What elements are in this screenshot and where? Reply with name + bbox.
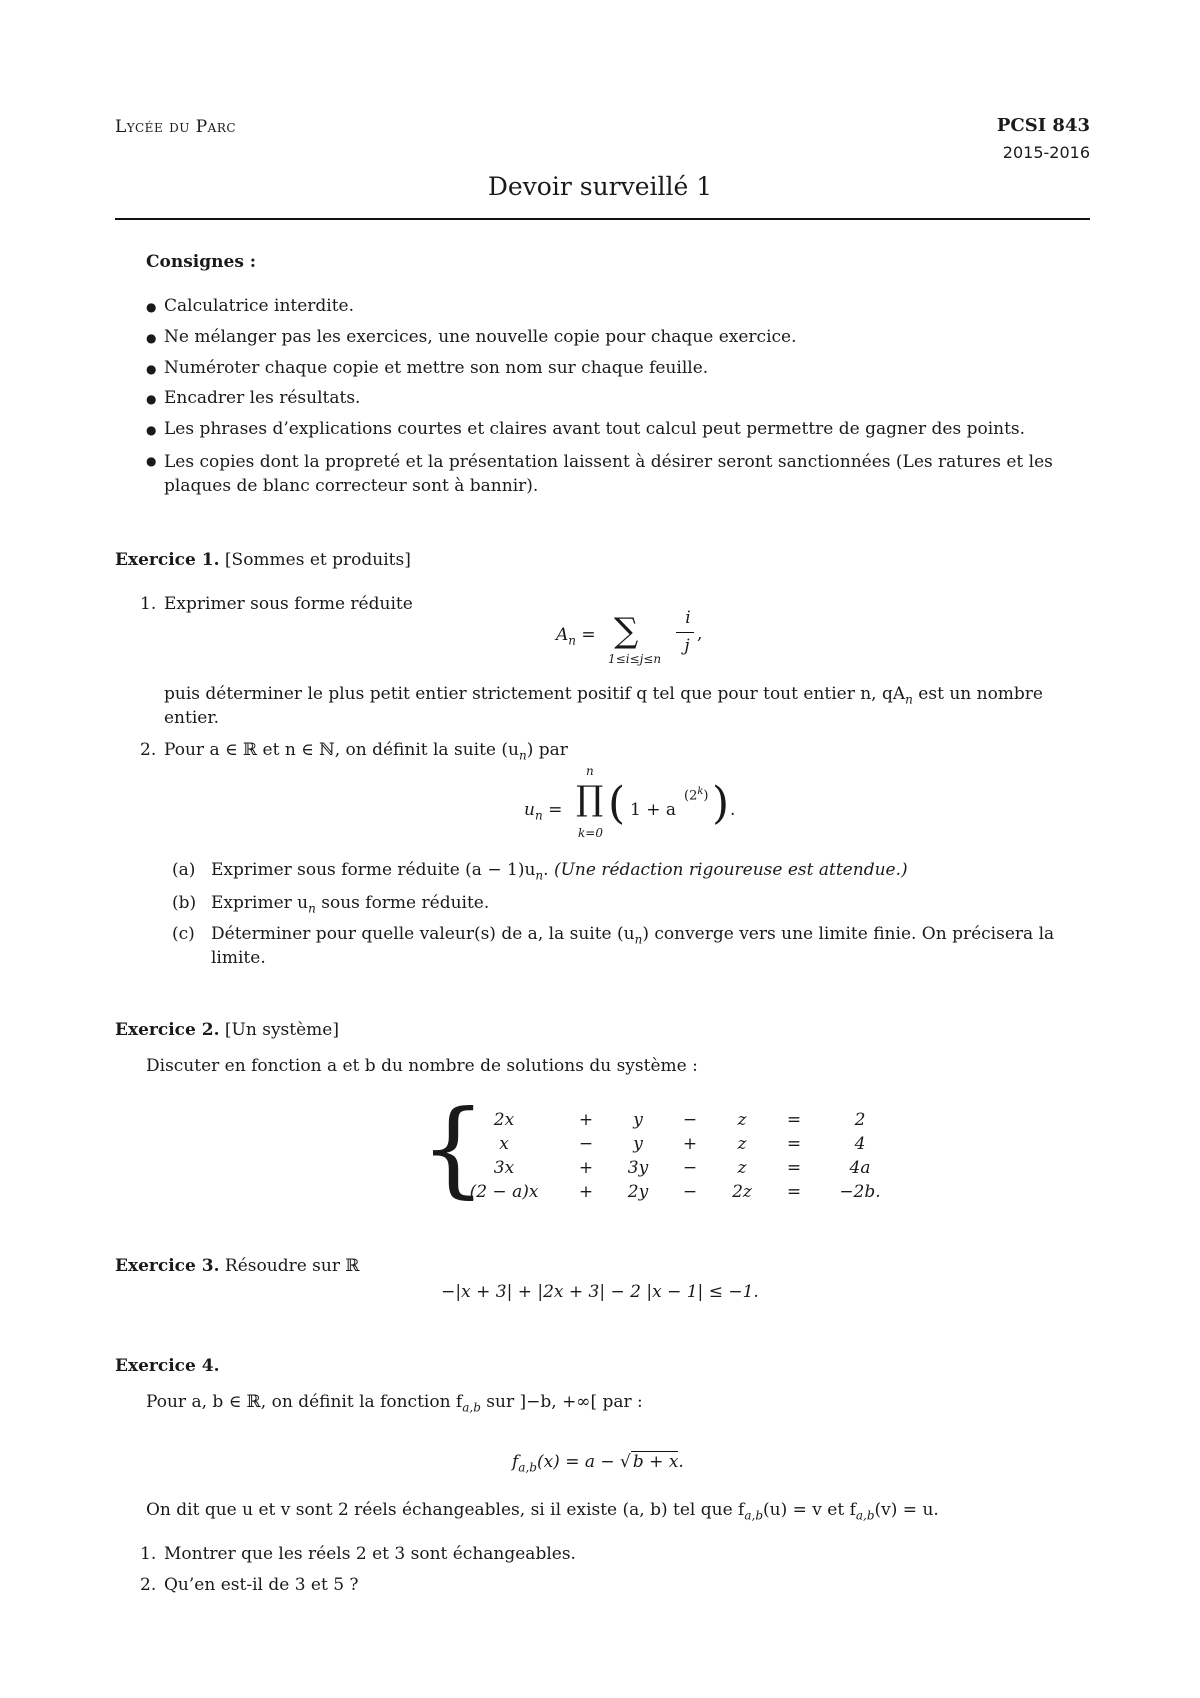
eq-term: 3x: [493, 1158, 515, 1178]
question-text: Montrer que les réels 2 et 3 sont échangeables.: [164, 1544, 576, 1564]
bullet-icon: ●: [146, 423, 157, 437]
product-inner: [630, 800, 676, 820]
exp-k: k: [697, 786, 704, 797]
sub-b-sub: n: [308, 901, 316, 916]
exercise-2-intro: Discuter en fonction a et b du nombre de solutions du système :: [146, 1056, 698, 1076]
instruction-item: Numéroter chaque copie et mettre son nom sur chaque feuille.: [164, 358, 709, 378]
q2-sub: n: [518, 748, 527, 763]
bullet-icon: ●: [146, 392, 157, 406]
eq-equals: =: [786, 1158, 802, 1178]
paren-close: ): [712, 778, 730, 829]
f-sub: a,b: [518, 1460, 537, 1475]
sub-a-sub: n: [535, 868, 544, 883]
exercise-4-intro: [146, 1392, 643, 1415]
product-exponent: (2$^k$): [684, 786, 709, 804]
sub-c-end: ) converge vers une limite finie. On précisera la: [642, 924, 1055, 944]
bullet-icon: ●: [146, 362, 157, 376]
eq-op: +: [682, 1134, 698, 1154]
instruction-item: Ne mélanger pas les exercices, une nouvelle copie pour chaque exercice.: [164, 327, 797, 347]
f-root: b + x: [632, 1452, 679, 1472]
swap-text-3: (v) = u.: [874, 1500, 939, 1520]
function-formula: $f_{a,b}(x) = a$ − √ b + x.: [512, 1452, 684, 1475]
followup-text: puis déterminer le plus petit entier strictement positif q tel que pour tout entier n, qA: [164, 684, 906, 704]
inner-text: 1 + a: [630, 800, 677, 820]
instruction-item: Calculatrice interdite.: [164, 296, 355, 316]
eq-rhs: 2: [854, 1110, 866, 1130]
bullet-icon: ●: [146, 454, 157, 468]
f-name: f: [512, 1452, 519, 1472]
exercise-text: Résoudre sur ℝ: [224, 1256, 360, 1276]
subquestion-label: (c): [172, 924, 195, 944]
eq-equals: =: [786, 1134, 802, 1154]
exercise-3-heading: [115, 1256, 360, 1277]
ex4-intro-text: Pour a, b ∈ ℝ, on définit la fonction f: [146, 1392, 463, 1412]
question-followup-2: entier.: [164, 708, 220, 728]
exercise-4-heading: Exercice 4.: [115, 1356, 220, 1376]
sum-formula: $A_n$ =: [556, 625, 596, 648]
exp-base: 2: [689, 788, 698, 804]
sub-a-note: (Une rédaction rigoureuse est attendue.): [553, 860, 908, 880]
swap-text-1: On dit que u et v sont 2 réels échangeables, si il existe (a, b) tel que f: [146, 1500, 745, 1520]
formula-comma: ,: [697, 624, 703, 644]
eq-equals: =: [786, 1110, 802, 1130]
eq-op: −: [682, 1110, 698, 1130]
fraction-bar: [676, 632, 694, 633]
product-top: n: [586, 764, 594, 778]
exercise-label: Exercice 3.: [115, 1256, 220, 1276]
swap-sub-1: a,b: [744, 1508, 763, 1523]
fraction-numerator: i: [685, 608, 691, 628]
q2-end: ) par: [526, 740, 568, 760]
eq-term: 2z: [732, 1182, 752, 1202]
product-bottom: k=0: [578, 826, 603, 840]
eq-equals: =: [786, 1182, 802, 1202]
equation-row: [448, 1156, 900, 1180]
exercise-topic: [Un système]: [224, 1020, 339, 1040]
eq-term: (2 − a)x: [469, 1182, 539, 1202]
eq-rhs: 4a: [849, 1158, 871, 1178]
question-text: Qu’en est-il de 3 et 5 ?: [164, 1575, 359, 1595]
instruction-item: Les copies dont la propreté et la présentation laissent à désirer seront sanctionnées (Les ratures et les plaques de blanc correcteur sont à bannir).: [164, 452, 1053, 496]
q2-text: Pour a ∈ ℝ et n ∈ ℕ, on définit la suite (u: [164, 740, 519, 760]
exercise-label: Exercice 2.: [115, 1020, 220, 1040]
subquestion-continuation: limite.: [211, 948, 266, 968]
eq-op: −: [682, 1158, 698, 1178]
swap-sub-2: a,b: [855, 1508, 875, 1523]
sub-c-text: Déterminer pour quelle valeur(s) de a, la suite (u: [211, 924, 635, 944]
sub-b-text: Exprimer u: [211, 893, 309, 913]
exercise-topic: [Sommes et produits]: [224, 550, 411, 570]
question-number: 2.: [140, 1575, 157, 1595]
eq-op: +: [578, 1158, 594, 1178]
sub-a-text: Exprimer sous forme réduite (a − 1)u: [211, 860, 536, 880]
f-dot: .: [678, 1452, 684, 1472]
question-text: [164, 740, 568, 763]
formula-lhs: A: [556, 625, 569, 645]
exercise-2-heading: [115, 1020, 339, 1041]
eq-op: +: [578, 1182, 594, 1202]
subquestion-text: [211, 893, 489, 916]
sub-c-sub: n: [634, 932, 643, 947]
eq-term: y: [633, 1134, 643, 1154]
followup-sub: n: [905, 692, 913, 707]
class-name: PCSI 843: [996, 115, 1090, 136]
inequality-formula: −|x + 3| + |2x + 3| − 2 |x − 1| ≤ −1.: [441, 1282, 759, 1302]
formula-lhs-sub: n: [568, 633, 577, 648]
equation-row: [448, 1180, 900, 1204]
equation-row: [448, 1132, 900, 1156]
eq-term: 2y: [627, 1182, 649, 1202]
eq-term: x: [499, 1134, 509, 1154]
product-lhs: $u_n$ =: [524, 800, 563, 823]
school-name: Lycée du Parc: [115, 117, 237, 137]
f-rhs: (x) = a −: [536, 1452, 621, 1472]
question-number: 1.: [140, 1544, 157, 1564]
sub-a-end: .: [543, 860, 554, 880]
product-dot: .: [730, 800, 736, 820]
ex4-intro-end: sur ]−b, +∞[ par :: [480, 1392, 643, 1412]
page-title: Devoir surveillé 1: [487, 172, 713, 201]
eq-op: −: [682, 1182, 698, 1202]
system-brace: {: [420, 1087, 487, 1209]
swap-text-2: (u) = v et f: [763, 1500, 856, 1520]
eq-term: z: [737, 1134, 747, 1154]
instruction-item: Les phrases d’explications courtes et claires avant tout calcul peut permettre de gagner des points.: [164, 419, 1026, 439]
eq-rhs: 4: [854, 1134, 866, 1154]
sum-index: 1≤i≤j≤n: [608, 652, 662, 666]
sum-symbol: ∑: [614, 611, 639, 651]
eq-term: z: [737, 1110, 747, 1130]
eq-term: 3y: [627, 1158, 649, 1178]
instructions-heading: Consignes :: [146, 252, 257, 272]
subquestion-text: [211, 924, 1054, 947]
eq-op: +: [578, 1110, 594, 1130]
exchangeable-definition: [146, 1500, 939, 1523]
followup-end: est un nombre: [912, 684, 1043, 704]
equation-system: [448, 1108, 900, 1204]
exercise-label: Exercice 1.: [115, 550, 220, 570]
paren-open: (: [608, 778, 626, 829]
question-number: 2.: [140, 740, 157, 760]
ex4-intro-sub: a,b: [462, 1400, 481, 1415]
subquestion-text: [211, 860, 908, 883]
subquestion-label: (a): [172, 860, 196, 880]
question-text: Exprimer sous forme réduite: [164, 594, 413, 614]
eq-term: 2x: [493, 1110, 515, 1130]
bullet-icon: ●: [146, 300, 157, 314]
fraction-denominator: j: [684, 636, 690, 656]
eq-op: −: [578, 1134, 594, 1154]
question-number: 1.: [140, 594, 157, 614]
bullet-icon: ●: [146, 331, 157, 345]
question-followup: [164, 684, 1043, 707]
equation-row: [448, 1108, 900, 1132]
eq-term: y: [633, 1110, 643, 1130]
product-symbol: ∏: [576, 779, 604, 819]
school-year: 2015-2016: [1002, 143, 1090, 162]
instruction-item: Encadrer les résultats.: [164, 388, 361, 408]
eq-term: z: [737, 1158, 747, 1178]
subquestion-label: (b): [172, 893, 197, 913]
eq-rhs: −2b.: [839, 1182, 881, 1202]
sub-b-end: sous forme réduite.: [315, 893, 490, 913]
exercise-1-heading: [115, 550, 411, 571]
title-rule: [115, 218, 1090, 220]
